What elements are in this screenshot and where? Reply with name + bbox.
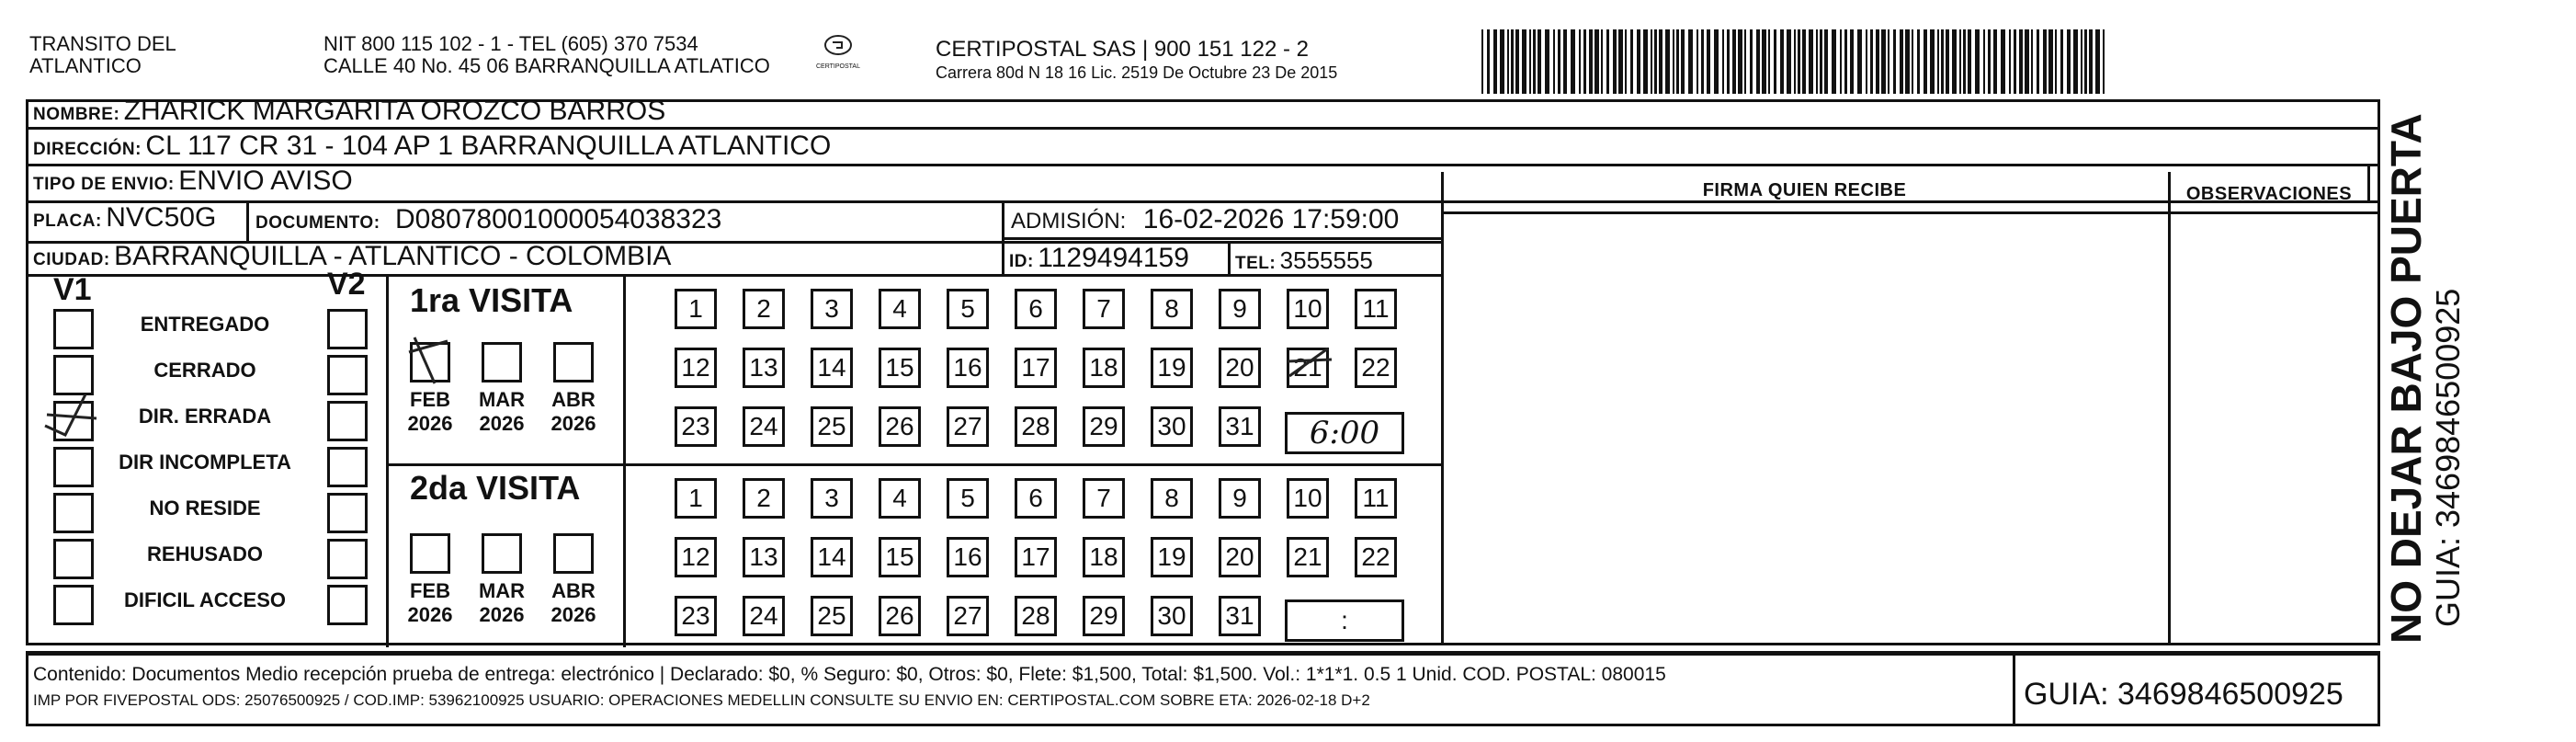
day-box[interactable]: 23 bbox=[675, 406, 717, 447]
barcode-bar bbox=[1780, 29, 1784, 94]
v2-checkbox[interactable] bbox=[327, 401, 368, 441]
barcode-bar bbox=[2043, 29, 2047, 94]
barcode-bar bbox=[1630, 29, 1633, 94]
day-box[interactable]: 6 bbox=[1015, 289, 1057, 329]
day-box[interactable]: 15 bbox=[879, 348, 921, 388]
admision-row bbox=[1011, 204, 1399, 235]
barcode-bar bbox=[1571, 29, 1575, 94]
barcode-bar bbox=[1697, 29, 1698, 94]
nit-line: NIT 800 115 102 - 1 - TEL (605) 370 7534 bbox=[323, 32, 698, 55]
placa-value: NVC50G bbox=[106, 202, 217, 233]
barcode-bar bbox=[1857, 29, 1862, 94]
barcode-bar bbox=[1732, 29, 1736, 94]
second-visit-time: : bbox=[1341, 606, 1348, 634]
barcode-bar bbox=[1533, 29, 1536, 94]
barcode-bar bbox=[1893, 29, 1896, 94]
month-label: MAR 2026 bbox=[478, 388, 526, 435]
month-label: MAR 2026 bbox=[478, 579, 526, 626]
strike-mark-icon bbox=[1282, 339, 1337, 391]
side-guia: GUIA: 3469846500925 bbox=[2429, 288, 2467, 627]
v2-checkbox[interactable] bbox=[327, 447, 368, 487]
v2-checkbox[interactable] bbox=[327, 493, 368, 533]
tipo-envio-row bbox=[33, 166, 353, 197]
barcode-bar bbox=[1975, 29, 1980, 94]
day-box[interactable]: 22 bbox=[1355, 537, 1397, 577]
v1-label: V1 bbox=[53, 272, 92, 307]
month-label: ABR 2026 bbox=[550, 388, 596, 435]
admision-label: ADMISIÓN: bbox=[1011, 209, 1127, 234]
barcode-bar bbox=[1774, 29, 1776, 94]
day-box[interactable]: 24 bbox=[743, 596, 785, 636]
barcode-bar bbox=[1750, 29, 1753, 94]
barcode-bar bbox=[1952, 29, 1957, 94]
day-box[interactable]: 24 bbox=[743, 406, 785, 447]
status-option-label: ENTREGADO bbox=[140, 313, 270, 336]
barcode-bar bbox=[2055, 29, 2057, 94]
day-box[interactable]: 4 bbox=[879, 289, 921, 329]
day-box[interactable]: 20 bbox=[1219, 537, 1261, 577]
barcode-bar bbox=[2067, 29, 2071, 94]
barcode-bar bbox=[1701, 29, 1704, 94]
barcode-bar bbox=[2001, 29, 2005, 94]
day-box[interactable]: 21 bbox=[1287, 537, 1329, 577]
barcode-bar bbox=[1563, 29, 1567, 94]
barcode-bar bbox=[1522, 29, 1526, 94]
barcode-bar bbox=[1665, 29, 1670, 94]
barcode-bar bbox=[1558, 29, 1560, 94]
tipo-envio-value: ENVIO AVISO bbox=[178, 166, 353, 196]
barcode-bar bbox=[1917, 29, 1920, 94]
barcode-bar bbox=[1912, 29, 1913, 94]
barcode-bar bbox=[2089, 29, 2093, 94]
day-box[interactable]: 8 bbox=[1151, 289, 1193, 329]
day-box[interactable]: 23 bbox=[675, 596, 717, 636]
company-line: CERTIPOSTAL SAS | 900 151 122 - 2 bbox=[936, 37, 1309, 62]
ciudad-label: CIUDAD: bbox=[33, 250, 110, 269]
barcode-bar bbox=[1487, 29, 1490, 94]
barcode-bar bbox=[2019, 29, 2023, 94]
observaciones-label: OBSERVACIONES bbox=[2185, 184, 2353, 204]
day-box[interactable]: 5 bbox=[947, 289, 989, 329]
barcode-bar bbox=[1625, 29, 1627, 94]
side-warning: NO DEJAR BAJO PUERTA bbox=[2382, 113, 2430, 644]
day-box[interactable]: 17 bbox=[1015, 537, 1057, 577]
day-box[interactable]: 15 bbox=[879, 537, 921, 577]
barcode-bar bbox=[1538, 29, 1541, 94]
barcode-bar bbox=[2060, 29, 2063, 94]
placa-row bbox=[33, 202, 216, 234]
barcode-bar bbox=[1681, 29, 1685, 94]
second-visit-title: 2da VISITA bbox=[410, 469, 581, 507]
day-box[interactable]: 21 bbox=[1287, 348, 1329, 388]
barcode-bar bbox=[1594, 29, 1599, 94]
barcode-bar bbox=[1824, 29, 1828, 94]
barcode-bar bbox=[2025, 29, 2029, 94]
day-box[interactable]: 4 bbox=[879, 478, 921, 519]
barcode-bar bbox=[1579, 29, 1581, 94]
first-visit-title: 1ra VISITA bbox=[410, 281, 573, 319]
barcode-bar bbox=[1937, 29, 1939, 94]
barcode-bar bbox=[1762, 29, 1766, 94]
month-checkbox-abr[interactable] bbox=[553, 342, 594, 382]
barcode-bar bbox=[1507, 29, 1509, 94]
barcode-bar bbox=[2048, 29, 2053, 94]
barcode-bar bbox=[1988, 29, 1991, 94]
first-visit-time-box[interactable] bbox=[1285, 412, 1404, 454]
day-box[interactable]: 26 bbox=[879, 596, 921, 636]
v2-checkbox[interactable] bbox=[327, 355, 368, 395]
barcode-bar bbox=[1613, 29, 1617, 94]
day-box[interactable]: 27 bbox=[947, 596, 989, 636]
barcode-bar bbox=[1983, 29, 1985, 94]
day-box[interactable]: 9 bbox=[1219, 289, 1261, 329]
barcode-bar bbox=[1844, 29, 1847, 94]
day-box[interactable]: 19 bbox=[1151, 348, 1193, 388]
day-box[interactable]: 20 bbox=[1219, 348, 1261, 388]
company-info bbox=[936, 37, 1337, 83]
barcode-bar bbox=[1876, 29, 1879, 94]
day-box[interactable]: 16 bbox=[947, 348, 989, 388]
day-box[interactable]: 10 bbox=[1287, 478, 1329, 519]
day-box[interactable]: 13 bbox=[743, 537, 785, 577]
ciudad-value: BARRANQUILLA - ATLANTICO - COLOMBIA bbox=[114, 241, 672, 271]
barcode-bar bbox=[1968, 29, 1971, 94]
issuer-info bbox=[323, 33, 770, 77]
barcode-bar bbox=[2103, 29, 2105, 94]
barcode-bar bbox=[1637, 29, 1640, 94]
day-box[interactable]: 28 bbox=[1015, 406, 1057, 447]
day-box[interactable]: 5 bbox=[947, 478, 989, 519]
certipostal-logo bbox=[809, 33, 868, 83]
barcode-bar bbox=[1553, 29, 1555, 94]
month-checkbox-feb[interactable] bbox=[410, 342, 450, 382]
v1-checkbox[interactable] bbox=[53, 539, 94, 579]
barcode-bar bbox=[1768, 29, 1770, 94]
barcode-bar bbox=[1515, 29, 1519, 94]
day-box[interactable]: 30 bbox=[1151, 406, 1193, 447]
v1-checkbox[interactable] bbox=[53, 585, 94, 625]
barcode-bar bbox=[1583, 29, 1586, 94]
v1-checkbox[interactable] bbox=[53, 401, 94, 441]
barcode-bar bbox=[1820, 29, 1822, 94]
day-box[interactable]: 27 bbox=[947, 406, 989, 447]
barcode-bar bbox=[1618, 29, 1623, 94]
firma-label: FIRMA QUIEN RECIBE bbox=[1702, 180, 1907, 200]
admision-value: 16-02-2026 17:59:00 bbox=[1142, 204, 1400, 234]
barcode-bar bbox=[2081, 29, 2082, 94]
v1-checkbox[interactable] bbox=[53, 309, 94, 349]
day-box[interactable]: 18 bbox=[1083, 348, 1125, 388]
nombre-label: NOMBRE: bbox=[33, 105, 120, 124]
direccion-row bbox=[33, 131, 831, 162]
issuer-address-line: CALLE 40 No. 45 06 BARRANQUILLA ATLATICO bbox=[323, 54, 770, 77]
barcode-bar bbox=[1651, 29, 1652, 94]
barcode-bar bbox=[1923, 29, 1927, 94]
tel-row bbox=[1235, 246, 1373, 275]
status-option-label: DIR. ERRADA bbox=[138, 405, 272, 428]
barcode-bar bbox=[1850, 29, 1854, 94]
barcode-bar bbox=[1481, 29, 1483, 94]
logo-text: CERTIPOSTAL bbox=[816, 63, 860, 70]
direccion-value: CL 117 CR 31 - 104 AP 1 BARRANQUILLA ATLANTICO bbox=[145, 131, 832, 161]
id-label: ID: bbox=[1009, 252, 1034, 271]
day-box[interactable]: 25 bbox=[811, 596, 853, 636]
barcode-bar bbox=[1493, 29, 1497, 94]
barcode-bar bbox=[1816, 29, 1818, 94]
day-box[interactable]: 29 bbox=[1083, 596, 1125, 636]
barcode-bar bbox=[1676, 29, 1679, 94]
transit-line-2: ATLANTICO bbox=[29, 54, 142, 77]
day-box[interactable]: 26 bbox=[879, 406, 921, 447]
side-panel bbox=[2382, 113, 2483, 644]
day-box[interactable]: 14 bbox=[811, 537, 853, 577]
barcode-bar bbox=[1963, 29, 1966, 94]
barcode-bar bbox=[1809, 29, 1813, 94]
day-box[interactable]: 13 bbox=[743, 348, 785, 388]
day-box[interactable]: 31 bbox=[1219, 596, 1261, 636]
transit-line-1: TRANSITO DEL bbox=[29, 32, 176, 55]
barcode-bar bbox=[1840, 29, 1842, 94]
day-box[interactable]: 1 bbox=[675, 289, 717, 329]
month-checkbox-mar[interactable] bbox=[482, 533, 522, 574]
license-line: Carrera 80d N 18 16 Lic. 2519 De Octubre 23 De 2015 bbox=[936, 63, 1338, 82]
barcode-bar bbox=[1545, 29, 1549, 94]
status-option-label: DIFICIL ACCESO bbox=[123, 588, 286, 611]
checkmark-icon bbox=[405, 332, 460, 387]
barcode-bar bbox=[1993, 29, 1997, 94]
barcode-bar bbox=[2073, 29, 2078, 94]
day-box[interactable]: 10 bbox=[1287, 289, 1329, 329]
day-box[interactable]: 6 bbox=[1015, 478, 1057, 519]
day-box[interactable]: 2 bbox=[743, 289, 785, 329]
day-box[interactable]: 16 bbox=[947, 537, 989, 577]
barcode-bar bbox=[1714, 29, 1719, 94]
day-box[interactable]: 25 bbox=[811, 406, 853, 447]
v2-checkbox[interactable] bbox=[327, 539, 368, 579]
barcode-bar bbox=[1511, 29, 1514, 94]
day-box[interactable]: 28 bbox=[1015, 596, 1057, 636]
barcode-bar bbox=[1900, 29, 1903, 94]
tipo-envio-label: TIPO DE ENVIO: bbox=[33, 175, 175, 194]
documento-label: DOCUMENTO: bbox=[255, 213, 380, 233]
month-checkbox-mar[interactable] bbox=[482, 342, 522, 382]
barcode bbox=[1481, 29, 2108, 94]
nombre-row bbox=[33, 96, 665, 127]
barcode-bar bbox=[1606, 29, 1609, 94]
barcode-bar bbox=[1654, 29, 1657, 94]
v1-checkbox[interactable] bbox=[53, 447, 94, 487]
tel-label: TEL: bbox=[1235, 254, 1277, 273]
barcode-bar bbox=[1722, 29, 1724, 94]
day-box[interactable]: 3 bbox=[811, 478, 853, 519]
barcode-bar bbox=[1744, 29, 1746, 94]
day-box[interactable]: 3 bbox=[811, 289, 853, 329]
month-label: FEB 2026 bbox=[407, 579, 453, 626]
day-box[interactable]: 8 bbox=[1151, 478, 1193, 519]
v1-checkbox[interactable] bbox=[53, 355, 94, 395]
barcode-bar bbox=[2009, 29, 2011, 94]
barcode-bar bbox=[1756, 29, 1760, 94]
barcode-bar bbox=[1643, 29, 1648, 94]
day-box[interactable]: 7 bbox=[1083, 289, 1125, 329]
tel-value: 3555555 bbox=[1279, 246, 1373, 274]
status-option-label: NO RESIDE bbox=[149, 497, 261, 519]
barcode-bar bbox=[1601, 29, 1603, 94]
day-box[interactable]: 18 bbox=[1083, 537, 1125, 577]
barcode-bar bbox=[2037, 29, 2039, 94]
barcode-bar bbox=[1798, 29, 1800, 94]
barcode-bar bbox=[1866, 29, 1867, 94]
guia-box-text: GUIA: 3469846500925 bbox=[2024, 677, 2343, 712]
day-box[interactable]: 30 bbox=[1151, 596, 1193, 636]
barcode-bar bbox=[1738, 29, 1742, 94]
month-label: FEB 2026 bbox=[407, 388, 453, 435]
barcode-bar bbox=[2084, 29, 2087, 94]
barcode-bar bbox=[1727, 29, 1730, 94]
id-value: 1129494159 bbox=[1038, 243, 1189, 273]
barcode-bar bbox=[1802, 29, 1806, 94]
v1-checkbox[interactable] bbox=[53, 493, 94, 533]
barcode-bar bbox=[1870, 29, 1873, 94]
transit-name bbox=[29, 33, 176, 77]
day-box[interactable]: 11 bbox=[1355, 289, 1397, 329]
barcode-bar bbox=[1941, 29, 1944, 94]
logo-icon bbox=[822, 33, 855, 59]
day-box[interactable]: 19 bbox=[1151, 537, 1193, 577]
barcode-bar bbox=[1881, 29, 1886, 94]
v2-label: V2 bbox=[327, 267, 366, 302]
day-box[interactable]: 29 bbox=[1083, 406, 1125, 447]
imp-text: IMP POR FIVEPOSTAL ODS: 25076500925 / COD.IMP: 53962100925 USUARIO: OPERACIONES MEDELLIN CONSULTE SU ENVIO EN: CERTIPOSTAL.COM SOBRE ETA: 2026-02-18 D+2 bbox=[33, 691, 1370, 709]
barcode-bar bbox=[1673, 29, 1674, 94]
barcode-bar bbox=[1946, 29, 1949, 94]
barcode-bar bbox=[1905, 29, 1910, 94]
status-option-label: CERRADO bbox=[153, 359, 256, 382]
barcode-bar bbox=[1529, 29, 1531, 94]
day-box[interactable]: 2 bbox=[743, 478, 785, 519]
day-box[interactable]: 7 bbox=[1083, 478, 1125, 519]
barcode-bar bbox=[2014, 29, 2016, 94]
barcode-bar bbox=[2095, 29, 2100, 94]
month-checkbox-feb[interactable] bbox=[410, 533, 450, 574]
contenido-text: Contenido: Documentos Medio recepción prueba de entrega: electrónico | Declarado: $0, % Seguro: $0, Otros: $0, Flete: $1,500, Total: $1,500. Vol.: 1*1*1. 0.5 1 Unid. COD. POSTAL: 080015 bbox=[33, 664, 1666, 685]
month-checkbox-abr[interactable] bbox=[553, 533, 594, 574]
v2-checkbox[interactable] bbox=[327, 585, 368, 625]
day-box[interactable]: 12 bbox=[675, 537, 717, 577]
v2-checkbox[interactable] bbox=[327, 309, 368, 349]
barcode-bar bbox=[1589, 29, 1593, 94]
barcode-bar bbox=[1888, 29, 1889, 94]
second-visit-time-box[interactable] bbox=[1285, 599, 1404, 642]
status-option-label: DIR INCOMPLETA bbox=[119, 451, 291, 474]
documento-value: D08078001000054038323 bbox=[395, 204, 722, 234]
day-box[interactable]: 14 bbox=[811, 348, 853, 388]
barcode-bar bbox=[1959, 29, 1961, 94]
barcode-bar bbox=[1688, 29, 1693, 94]
placa-label: PLACA: bbox=[33, 211, 102, 231]
barcode-bar bbox=[1787, 29, 1791, 94]
day-box[interactable]: 1 bbox=[675, 478, 717, 519]
barcode-bar bbox=[1659, 29, 1662, 94]
barcode-bar bbox=[1707, 29, 1710, 94]
barcode-bar bbox=[1930, 29, 1935, 94]
barcode-bar bbox=[1500, 29, 1504, 94]
day-box[interactable]: 9 bbox=[1219, 478, 1261, 519]
status-option-label: REHUSADO bbox=[147, 542, 263, 565]
day-box[interactable]: 31 bbox=[1219, 406, 1261, 447]
day-box[interactable]: 12 bbox=[675, 348, 717, 388]
barcode-bar bbox=[1832, 29, 1836, 94]
id-row bbox=[1009, 243, 1189, 274]
barcode-bar bbox=[2031, 29, 2033, 94]
documento-row bbox=[255, 204, 721, 235]
day-box[interactable]: 22 bbox=[1355, 348, 1397, 388]
nombre-value: ZHARICK MARGARITA OROZCO BARROS bbox=[123, 96, 666, 126]
day-box[interactable]: 17 bbox=[1015, 348, 1057, 388]
day-box[interactable]: 11 bbox=[1355, 478, 1397, 519]
direccion-label: DIRECCIÓN: bbox=[33, 140, 142, 159]
month-label: ABR 2026 bbox=[550, 579, 596, 626]
barcode-bar bbox=[1794, 29, 1796, 94]
first-visit-time: 6:00 bbox=[1309, 415, 1380, 451]
checkmark-icon bbox=[43, 394, 98, 450]
